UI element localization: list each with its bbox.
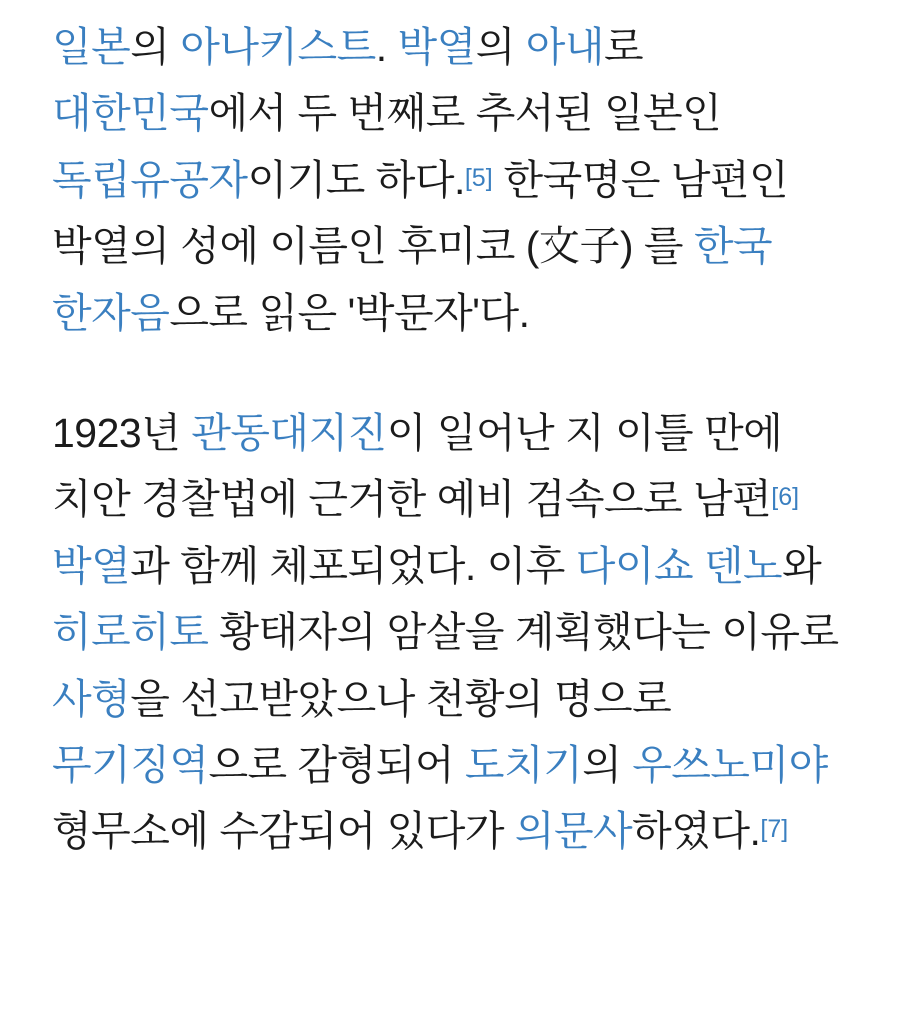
body-text: 으로 감형되어 bbox=[208, 742, 465, 789]
body-text: 형무소에 수감되어 있다가 bbox=[52, 808, 515, 855]
wiki-link[interactable]: 아내 bbox=[525, 24, 604, 70]
wiki-link[interactable]: 일본 bbox=[52, 24, 131, 70]
paragraph bbox=[52, 400, 848, 865]
body-text: 이기도 하다. bbox=[247, 156, 465, 203]
body-text: 과 함께 체포되었다. 이후 bbox=[130, 542, 576, 589]
footnote-reference[interactable]: [6] bbox=[771, 483, 800, 512]
paragraph bbox=[52, 14, 848, 346]
footnote-reference[interactable]: [7] bbox=[760, 815, 789, 844]
wiki-link[interactable]: 사형 bbox=[52, 675, 131, 722]
wiki-link[interactable]: 의문사 bbox=[514, 808, 633, 855]
wiki-link[interactable]: 관동대지진 bbox=[191, 410, 387, 457]
wiki-link[interactable]: 우쓰노미야 bbox=[632, 742, 828, 789]
body-text: 에서 두 번째로 추서된 일본인 bbox=[208, 90, 722, 137]
wiki-link[interactable]: 박열 bbox=[52, 542, 131, 589]
wiki-link[interactable]: 다이쇼 덴노 bbox=[575, 542, 783, 589]
body-text: 의 bbox=[475, 24, 526, 70]
wiki-link[interactable]: 히로히토 bbox=[52, 609, 209, 656]
body-text: 을 선고받았으나 천황의 명으로 bbox=[130, 675, 672, 722]
wiki-link[interactable]: 대한민국 bbox=[52, 90, 209, 137]
wiki-link[interactable]: 독립유공자 bbox=[52, 156, 248, 203]
body-text: 황태자의 암살을 계획했다는 이유로 bbox=[208, 609, 839, 656]
wiki-link[interactable]: 박열 bbox=[397, 24, 476, 70]
body-text: 한국명은 남편인 박열의 성에 이름인 후미코 (文子) 를 bbox=[52, 156, 789, 270]
wiki-link[interactable]: 무기징역 bbox=[52, 742, 209, 789]
wiki-link[interactable]: 아나키스트 bbox=[180, 24, 376, 70]
body-text: 의 bbox=[582, 742, 633, 789]
body-text: 로 bbox=[603, 24, 644, 70]
wiki-link[interactable]: 도치기 bbox=[464, 742, 583, 789]
footnote-reference[interactable]: [5] bbox=[464, 163, 493, 192]
wiki-link[interactable]: 한국 한자음 bbox=[52, 223, 773, 336]
body-text: 이 일어난 지 이틀 만에 치안 경찰법에 근거한 예비 검속으로 남편 bbox=[52, 410, 783, 523]
body-text: 하였다. bbox=[632, 808, 761, 855]
body-text: 의 bbox=[130, 24, 181, 70]
body-text: 1923년 bbox=[52, 410, 192, 457]
body-text: . bbox=[375, 24, 398, 70]
body-text: 으로 읽은 '박문자'다. bbox=[169, 289, 530, 336]
body-text: 와 bbox=[782, 542, 822, 589]
